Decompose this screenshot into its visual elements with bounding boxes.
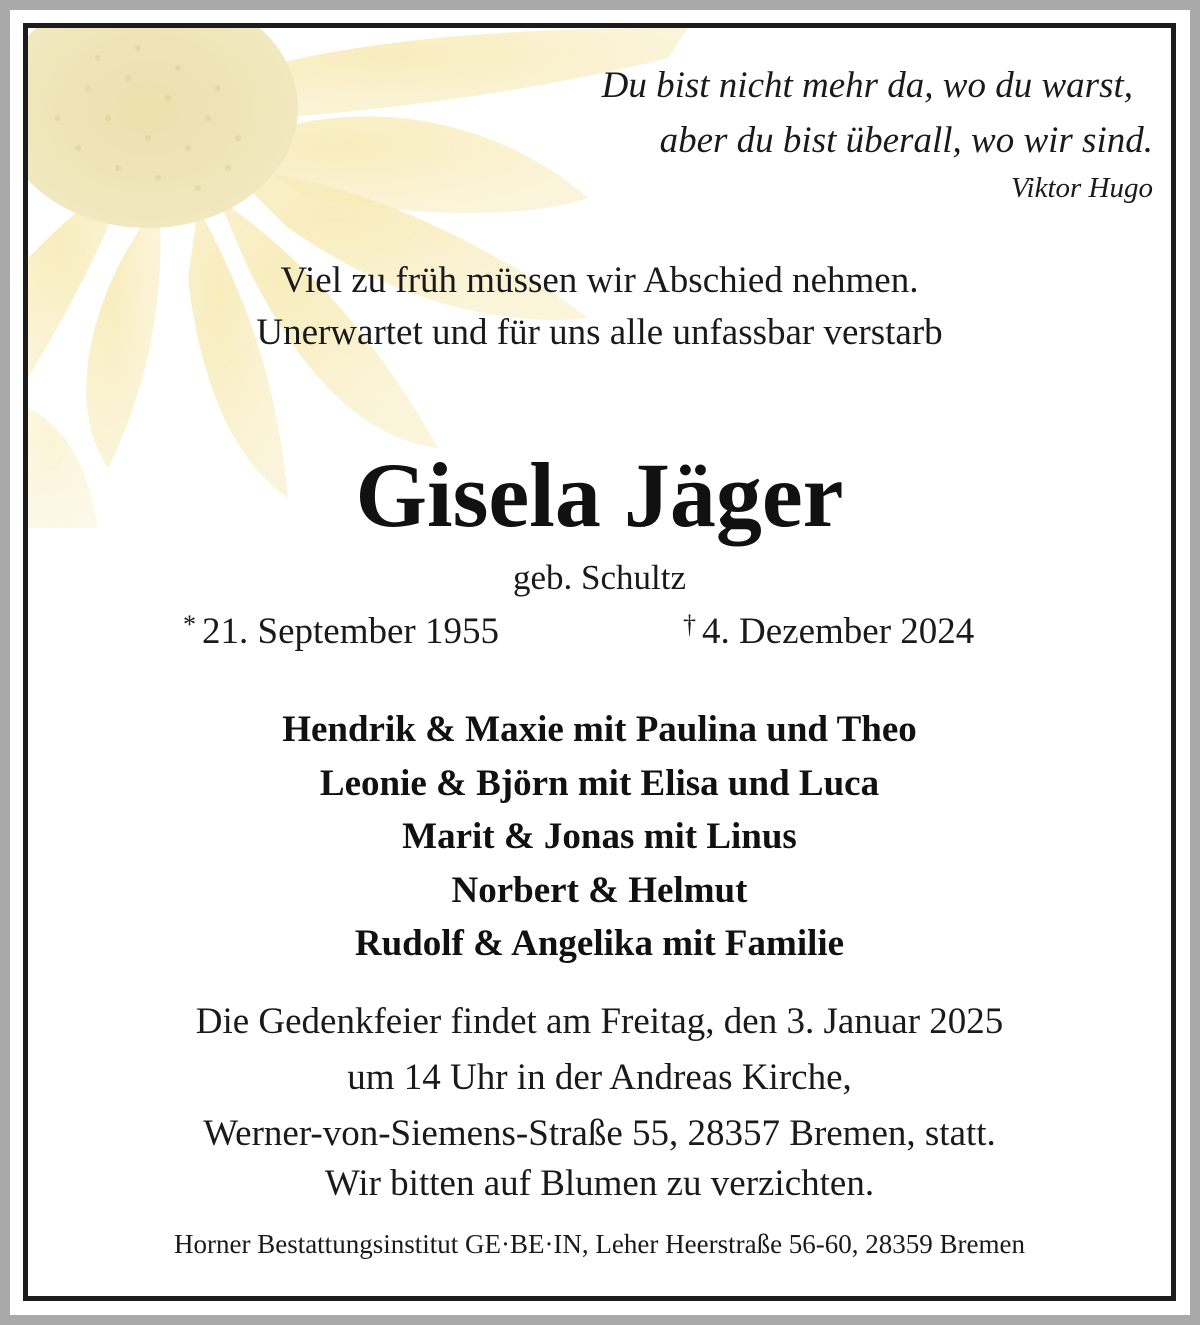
birth-symbol: *	[183, 610, 196, 639]
quote-block	[602, 58, 1153, 208]
family-member: Leonie & Björn mit Elisa und Luca	[319, 762, 880, 804]
memorial-line-3: Werner-von-Siemens-Straße 55, 28357 Bremen, statt.	[203, 1113, 996, 1154]
deceased-name: Gisela Jäger	[355, 444, 844, 546]
family-member: Norbert & Helmut	[451, 869, 748, 911]
birth-date	[183, 600, 499, 657]
quote-line-2: aber du bist überall, wo wir sind.	[659, 120, 1153, 161]
family-member: Marit & Jonas mit Linus	[402, 816, 797, 857]
flower-notice: Wir bitten auf Blumen zu verzichten.	[324, 1163, 875, 1204]
intro-line-2: Unerwartet und für uns alle unfassbar verstarb	[256, 312, 943, 353]
quote-author: Viktor Hugo	[1010, 172, 1153, 204]
intro-line-1: Viel zu früh müssen wir Abschied nehmen.	[280, 260, 919, 301]
memorial-info	[28, 994, 1171, 1162]
intro-text	[28, 255, 1171, 359]
obituary-frame	[23, 23, 1176, 1301]
death-symbol: †	[683, 610, 696, 639]
memorial-line-2: um 14 Uhr in der Andreas Kirche,	[347, 1057, 852, 1098]
death-date-text: 4. Dezember 2024	[702, 611, 975, 652]
memorial-line-1: Die Gedenkfeier findet am Freitag, den 3. Januar 2025	[195, 1001, 1004, 1042]
family-member: Rudolf & Angelika mit Familie	[354, 923, 845, 964]
maiden-name: geb. Schultz	[512, 558, 687, 597]
birth-date-text: 21. September 1955	[202, 611, 499, 652]
funeral-home-footer: Horner Bestattungsinstitut GE·BE·IN, Leher Heerstraße 56-60, 28359 Bremen	[173, 1229, 1026, 1259]
death-date	[683, 600, 974, 657]
family-member: Hendrik & Maxie mit Paulina und Theo	[282, 709, 917, 750]
outer-border	[10, 10, 1190, 1315]
family-list	[28, 703, 1171, 971]
quote-line-1: Du bist nicht mehr da, wo du warst,	[601, 65, 1133, 106]
